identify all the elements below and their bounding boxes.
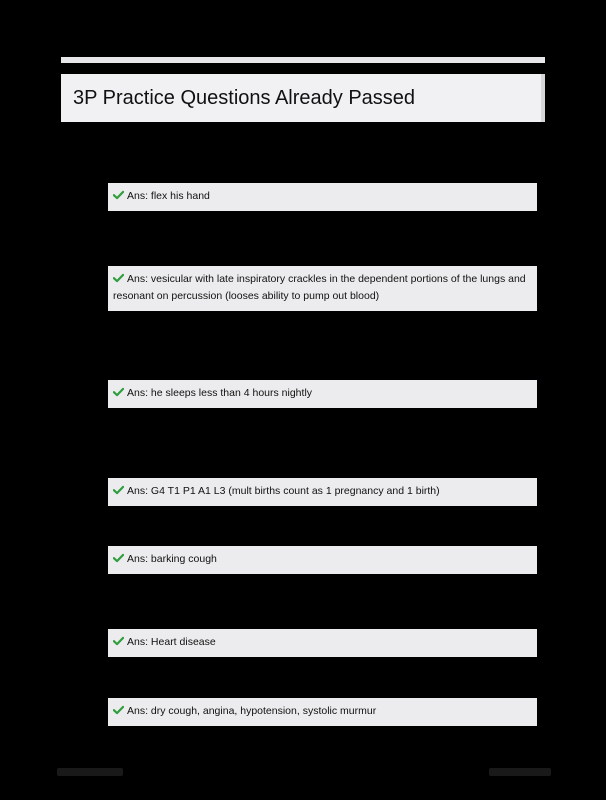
answer-text: Ans: flex his hand (127, 190, 210, 202)
answer-text: Ans: barking cough (127, 553, 217, 565)
answer-text: Ans: he sleeps less than 4 hours nightly (127, 387, 313, 399)
title-banner (61, 74, 545, 122)
answer-box-2 (108, 266, 537, 311)
answer-box-4 (108, 478, 537, 506)
answer-text: Ans: dry cough, angina, hypotension, systolic murmur (127, 705, 377, 717)
check-icon (113, 636, 124, 646)
top-divider (61, 57, 545, 63)
answer-text: Ans: Heart disease (127, 636, 216, 648)
answer-box-6 (108, 629, 537, 657)
check-icon (113, 553, 124, 563)
footer-watermark-left (57, 768, 123, 776)
answer-box-3 (108, 380, 537, 408)
answer-box-7 (108, 698, 537, 726)
check-icon (113, 190, 124, 200)
footer-watermark-right (489, 768, 551, 776)
answer-text: Ans: vesicular with late inspiratory crackles in the dependent portions of the lungs and resonant on percussion (looses ability to pump out blood) (113, 273, 526, 302)
answer-box-1 (108, 183, 537, 211)
check-icon (113, 387, 124, 397)
answer-text: Ans: G4 T1 P1 A1 L3 (mult births count as 1 pregnancy and 1 birth) (127, 485, 440, 497)
page-title: 3P Practice Questions Already Passed (73, 87, 416, 109)
check-icon (113, 485, 124, 495)
check-icon (113, 273, 124, 283)
answer-box-5 (108, 546, 537, 574)
check-icon (113, 705, 124, 715)
